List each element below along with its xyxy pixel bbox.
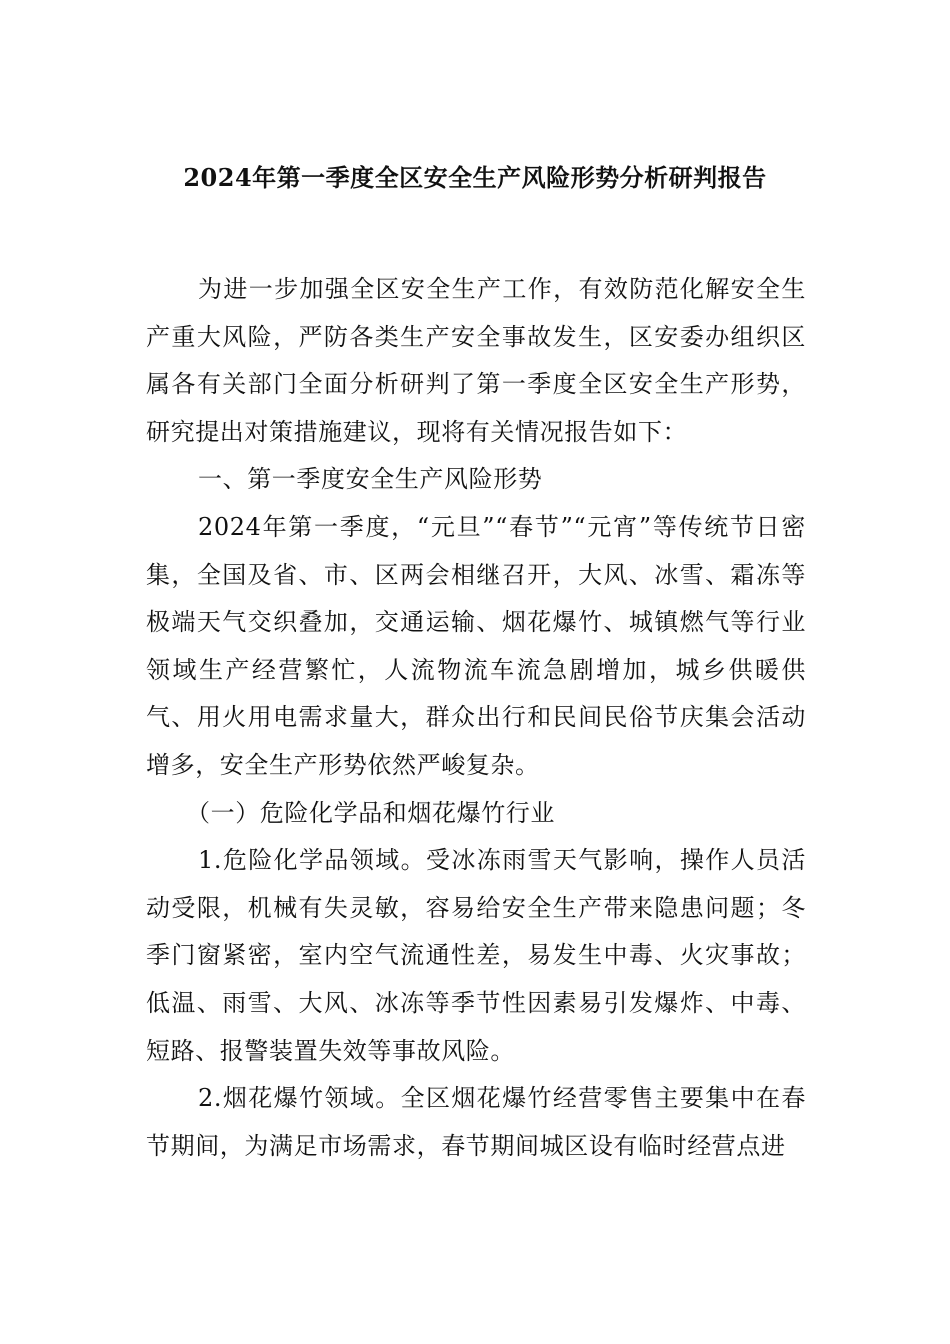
section-heading-1: 一、第一季度安全生产风险形势 [198, 465, 543, 494]
document-body [146, 266, 806, 1170]
situation-paragraph: 2024年第一季度，“元旦”“春节”“元宵”等传统节日密集，全国及省、市、区两会相继召开，大风、冰雪、霜冻等极端天气交织叠加，交通运输、烟花爆竹、城镇燃气等行业领域生产经营繁忙，人流物流车流急剧增加，城乡供暖供气、用火用电需求量大，群众出行和民间民俗节庆集会活动增多，安全生产形势依然严峻复杂。 [146, 512, 806, 779]
document-title: 2024年第一季度全区安全生产风险形势分析研判报告 [183, 163, 767, 192]
fireworks-paragraph: 2.烟花爆竹领域。全区烟花爆竹经营零售主要集中在春节期间，为满足市场需求，春节期间城区设有临时经营点进 [146, 1084, 806, 1160]
subsection-heading-1: （一）危险化学品和烟花爆竹行业 [186, 798, 555, 827]
intro-paragraph: 为进一步加强全区安全生产工作，有效防范化解安全生产重大风险，严防各类生产安全事故发生，区安委办组织区属各有关部门全面分析研判了第一季度全区安全生产形势，研究提出对策措施建议，现将有关情况报告如下： [146, 275, 806, 446]
hazardous-chemicals-paragraph: 1.危险化学品领域。受冰冻雨雪天气影响，操作人员活动受限，机械有失灵敏，容易给安全生产带来隐患问题；冬季门窗紧密，室内空气流通性差，易发生中毒、火灾事故；低温、雨雪、大风、冰冻等季节性因素易引发爆炸、中毒、短路、报警装置失效等事故风险。 [146, 846, 806, 1065]
